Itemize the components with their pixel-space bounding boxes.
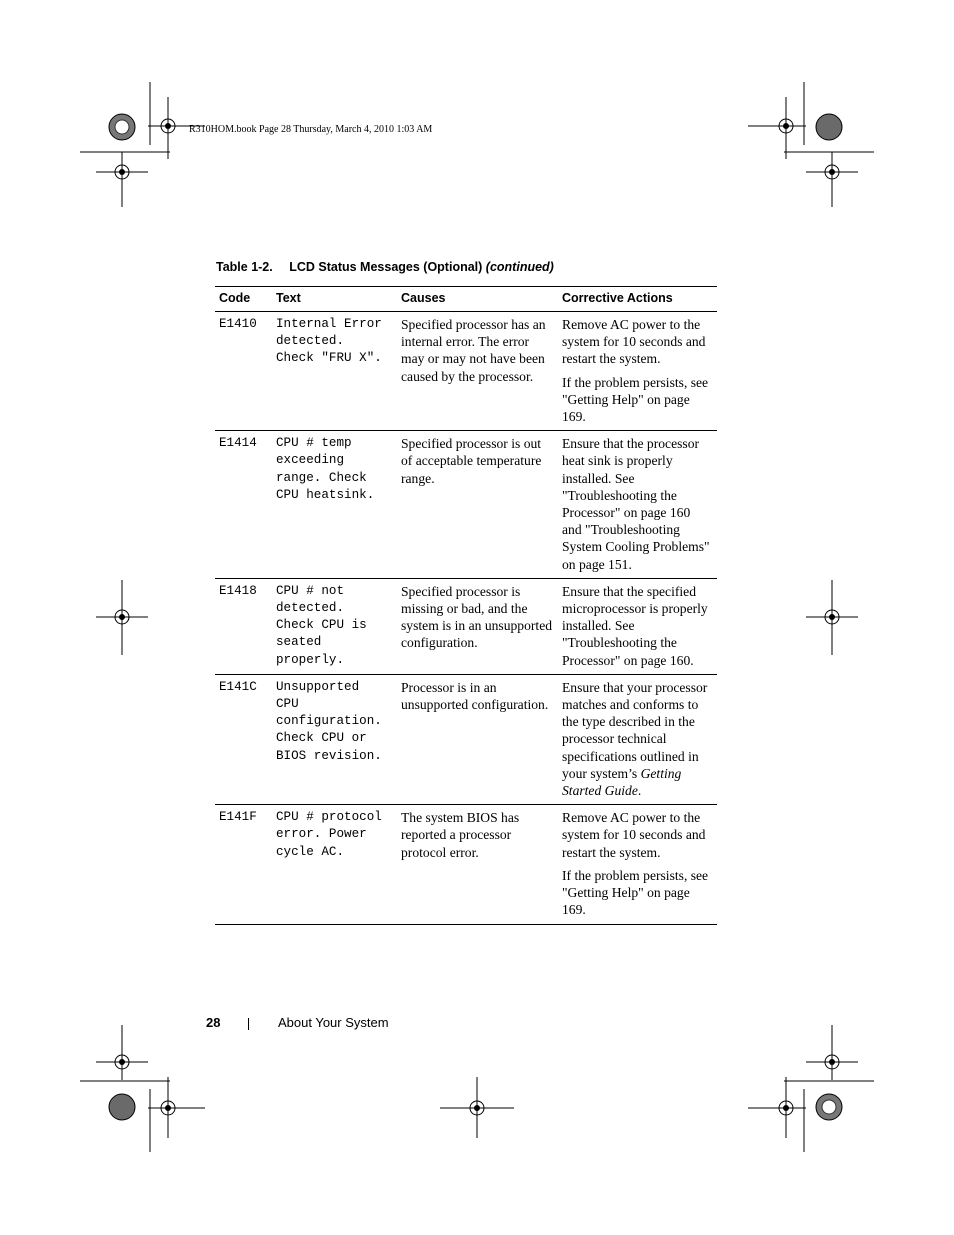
code-cell: E1410	[215, 312, 272, 431]
column-header-text: Text	[272, 287, 397, 312]
table-row	[215, 674, 717, 804]
table-row	[215, 431, 717, 579]
footer-divider	[248, 1018, 249, 1030]
action-end: .	[637, 783, 642, 799]
action-paragraph: If the problem persists, see "Getting Help" on page 169.	[562, 867, 709, 918]
action-paragraph: Ensure that the specified microprocessor is properly installed. See "Troubleshooting the Processor" on page 160.	[562, 583, 708, 668]
actions-cell	[558, 578, 717, 674]
action-paragraph: Ensure that the processor heat sink is properly installed. See "Troubleshooting the Processor" on page 160 and "Troubleshooting System Cooling Problems" on page 151.	[562, 436, 710, 572]
column-header-causes: Causes	[397, 287, 558, 312]
action-paragraph: Remove AC power to the system for 10 seconds and restart the system.	[562, 810, 706, 860]
text-cell: CPU # temp exceeding range. Check CPU heatsink.	[272, 431, 397, 579]
column-header-corrective-actions: Corrective Actions	[558, 287, 717, 312]
table-row	[215, 312, 717, 431]
guide-title: Getting Started Guide	[562, 765, 682, 799]
actions-cell	[558, 674, 717, 804]
action-paragraph	[562, 679, 713, 799]
cause-cell: Specified processor is out of acceptable temperature range.	[397, 431, 558, 579]
text-cell: CPU # protocol error. Power cycle AC.	[272, 805, 397, 924]
code-cell: E1418	[215, 578, 272, 674]
text-cell: Internal Error detected. Check "FRU X".	[272, 312, 397, 431]
table-caption-number: Table 1-2.	[216, 260, 273, 274]
cause-cell: Processor is in an unsupported configuration.	[397, 674, 558, 804]
text-cell: Unsupported CPU configuration. Check CPU or BIOS revision.	[272, 674, 397, 804]
table-header-row	[215, 287, 717, 312]
action-paragraph: Remove AC power to the system for 10 seconds and restart the system.	[562, 317, 706, 367]
table-caption-continued: (continued)	[485, 260, 554, 274]
actions-cell	[558, 431, 717, 579]
table-caption-title: LCD Status Messages (Optional)	[289, 260, 483, 274]
book-info-header: R310HOM.book Page 28 Thursday, March 4, 2010 1:03 AM	[189, 124, 433, 135]
cause-cell: Specified processor has an internal error. The error may or may not have been caused by the processor.	[397, 312, 558, 431]
table-row	[215, 805, 717, 924]
action-paragraph: If the problem persists, see "Getting Help" on page 169.	[562, 374, 709, 425]
action-text: Ensure that your processor matches and conforms to the type described in the processor technical specifications outlined in your system’s	[562, 679, 708, 781]
cause-cell: The system BIOS has reported a processor protocol error.	[397, 805, 558, 924]
table-caption	[216, 260, 554, 274]
actions-cell	[558, 312, 717, 431]
actions-cell	[558, 805, 717, 924]
footer-section-title: About Your System	[278, 1015, 389, 1030]
text-cell: CPU # not detected. Check CPU is seated properly.	[272, 578, 397, 674]
code-cell: E1414	[215, 431, 272, 579]
column-header-code: Code	[215, 287, 272, 312]
cause-cell: Specified processor is missing or bad, and the system is in an unsupported configuration.	[397, 578, 558, 674]
table-row	[215, 578, 717, 674]
lcd-status-table	[215, 286, 717, 925]
page-number: 28	[206, 1015, 221, 1030]
code-cell: E141F	[215, 805, 272, 924]
code-cell: E141C	[215, 674, 272, 804]
